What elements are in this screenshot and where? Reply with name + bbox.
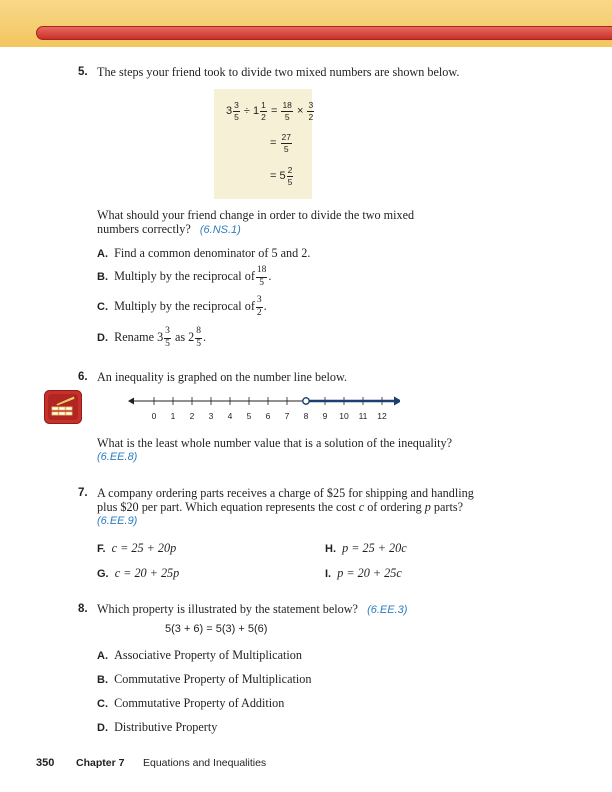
number-line-tick-label: 11 bbox=[358, 411, 368, 421]
q6-standard: (6.EE.8) bbox=[97, 451, 138, 463]
q7-number: 7. bbox=[78, 487, 88, 499]
number-line-tick-label: 4 bbox=[227, 411, 233, 421]
number-line-tick-label: 1 bbox=[170, 411, 176, 421]
number-line-tick-label: 3 bbox=[208, 411, 214, 421]
q5-standard: (6.NS.1) bbox=[199, 224, 241, 236]
q5-work-line-1: 3 $\frac{3}{5}$ ÷ 1 $\frac{1}{2}$ = $\frac{18}{5}$ × $\frac{3}{2}$ bbox=[226, 100, 314, 122]
q7-option-h: H. p = 25 + 20c bbox=[325, 541, 407, 555]
q8-standard: (6.EE.3) bbox=[367, 604, 408, 616]
q5-option-b: B. Multiply by the reciprocal of $\frac{18}{5}$ . bbox=[97, 265, 272, 288]
q7-line-1: A company ordering parts receives a charge of $25 for shipping and handling bbox=[97, 486, 474, 500]
number-line-tick-label: 12 bbox=[377, 411, 387, 421]
page-number: 350 bbox=[36, 757, 55, 769]
q8-option-d: D. Distributive Property bbox=[97, 720, 218, 734]
header-bar bbox=[36, 26, 612, 40]
q7-line-2: plus $20 per part. Which equation represents the cost c of ordering p parts? bbox=[97, 500, 463, 514]
q7-option-i: I. p = 20 + 25c bbox=[325, 566, 402, 580]
open-circle-point bbox=[303, 398, 309, 404]
chapter-title: Equations and Inequalities bbox=[143, 757, 267, 769]
q5-option-c: C. Multiply by the reciprocal of $\frac{3}{2}$ . bbox=[97, 295, 267, 318]
solution-ray-arrow bbox=[394, 397, 400, 406]
q6-number: 6. bbox=[78, 371, 88, 383]
q5-question-line-1: What should your friend change in order to divide the two mixed bbox=[97, 208, 415, 222]
q5-work-line-3: = 5 $\frac{2}{5}$ bbox=[270, 165, 293, 187]
q5-option-d: D. Rename 3 $\frac{3}{5}$ as 2 $\frac{8}{5}$ . bbox=[97, 326, 207, 349]
q8-statement: 5(3 + 6) = 5(3) + 5(6) bbox=[165, 623, 268, 635]
q5-work-line-2: = $\frac{27}{5}$ bbox=[270, 132, 291, 154]
number-line-tick-label: 10 bbox=[339, 411, 349, 421]
q8-option-a: A. Associative Property of Multiplication bbox=[97, 648, 302, 662]
number-line-tick-label: 5 bbox=[246, 411, 252, 421]
q8-number: 8. bbox=[78, 603, 88, 615]
q7-option-g: G. c = 20 + 25p bbox=[97, 566, 180, 580]
number-line-tick-label: 6 bbox=[265, 411, 271, 421]
number-line-tick-label: 0 bbox=[151, 411, 157, 421]
q8-prompt: Which property is illustrated by the statement below? (6.EE.3) bbox=[97, 602, 408, 616]
q6-question: What is the least whole number value that is a solution of the inequality? bbox=[97, 436, 453, 450]
number-line bbox=[120, 393, 400, 425]
number-line-tick-label: 2 bbox=[189, 411, 195, 421]
q5-question-line-2: numbers correctly? (6.NS.1) bbox=[97, 222, 241, 236]
q8-option-b: B. Commutative Property of Multiplication bbox=[97, 672, 312, 686]
number-line-tick-label: 9 bbox=[322, 411, 328, 421]
q5-prompt: The steps your friend took to divide two mixed numbers are shown below. bbox=[97, 65, 460, 79]
q5-number: 5. bbox=[78, 66, 88, 78]
number-line-tick-label: 7 bbox=[284, 411, 290, 421]
q5-work-box bbox=[214, 89, 312, 199]
number-line-left-arrow bbox=[128, 398, 134, 405]
q8-option-c: C. Commutative Property of Addition bbox=[97, 696, 285, 710]
number-line-tick-label: 8 bbox=[303, 411, 309, 421]
calculator-icon bbox=[44, 390, 82, 428]
chapter-label: Chapter 7 bbox=[76, 757, 125, 769]
q7-standard: (6.EE.9) bbox=[97, 515, 138, 527]
q7-option-f: F. c = 25 + 20p bbox=[97, 541, 177, 555]
q6-prompt: An inequality is graphed on the number line below. bbox=[97, 370, 348, 384]
q5-option-a: A. Find a common denominator of 5 and 2. bbox=[97, 246, 311, 260]
